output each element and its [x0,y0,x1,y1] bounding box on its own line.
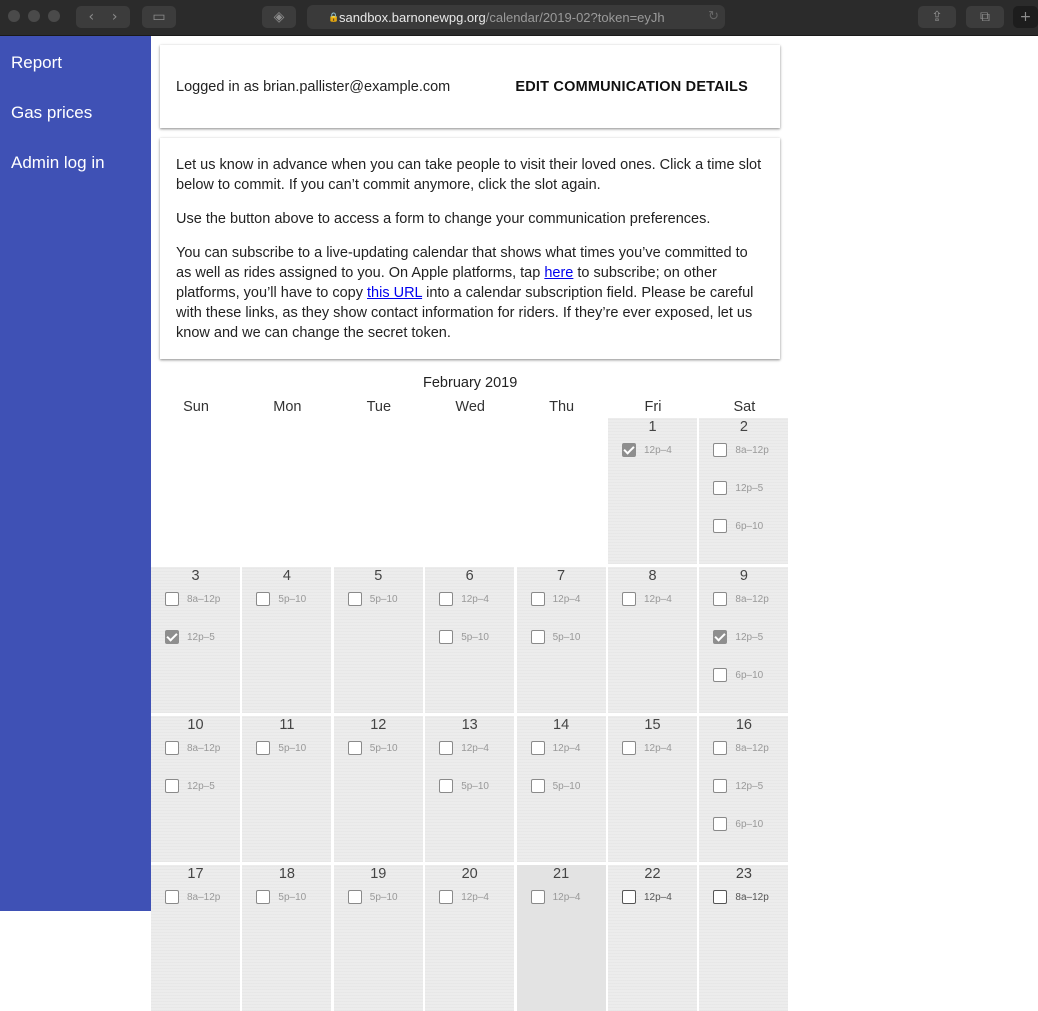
calendar-day-7 [517,567,606,713]
checkbox[interactable] [256,592,270,606]
checkbox[interactable] [165,890,179,904]
day-number: 12 [370,717,387,733]
calendar-day-6 [425,567,514,713]
time-slot-label: 12p–5 [735,631,764,643]
sidebar-toggle-icon[interactable]: ▭ [142,6,176,28]
time-slot-label: 6p–10 [735,818,764,830]
day-number: 17 [187,866,204,882]
time-slot[interactable] [713,592,768,606]
time-slot[interactable] [713,443,768,457]
calendar-day-10 [151,716,240,862]
info-text: You can subscribe to a live-updating calendar that shows what times you’ve committed to as well as rides assigned to you. On Apple platforms, tap [176,245,748,281]
checkbox[interactable] [531,890,545,904]
back-forward-buttons[interactable] [76,6,130,28]
browser-toolbar [0,0,1038,36]
time-slot[interactable] [348,741,398,755]
info-card [160,138,780,359]
checkbox[interactable] [531,592,545,606]
checkbox[interactable] [348,741,362,755]
time-slot[interactable] [348,890,398,904]
time-slot[interactable] [713,519,763,533]
time-slot-label: 12p–4 [644,891,672,903]
checkbox[interactable] [622,592,636,606]
time-slot-label: 8a–12p [187,742,221,754]
time-slot[interactable] [256,741,306,755]
time-slot[interactable] [165,592,220,606]
time-slot-label: 5p–10 [369,742,398,754]
day-number: 8 [648,568,657,584]
time-slot-label: 5p–10 [278,593,307,605]
zoom-window-icon[interactable] [48,10,60,22]
time-slot-label: 12p–4 [552,742,581,754]
time-slot-label: 12p–4 [644,444,672,456]
time-slot[interactable] [348,592,398,606]
checkbox[interactable] [165,779,179,793]
calendar-day-19 [334,865,423,1011]
weekday-header: Thu [549,399,575,415]
time-slot-label: 8a–12p [735,593,769,605]
checkbox[interactable] [622,890,636,904]
checkbox[interactable] [531,741,545,755]
reload-icon[interactable]: ↻ [708,9,719,24]
calendar-day-3 [151,567,240,713]
calendar-day-18 [242,865,331,1011]
weekday-header: Sun [183,399,209,415]
time-slot[interactable] [713,668,763,682]
time-slot[interactable] [256,592,306,606]
time-slot[interactable] [713,817,763,831]
sidebar-item-report[interactable]: Report [11,53,63,72]
time-slot[interactable] [622,592,672,606]
time-slot[interactable] [622,741,672,755]
time-slot-label: 12p–4 [644,593,672,605]
time-slot[interactable] [713,779,763,793]
day-number: 14 [553,717,570,733]
checkbox[interactable] [165,592,179,606]
day-number: 20 [461,866,478,882]
sidebar-item-gas-prices[interactable]: Gas prices [11,103,93,122]
calendar-day-20 [425,865,514,1011]
calendar-day-23 [699,865,788,1011]
time-slot[interactable] [439,890,489,904]
day-number: 10 [187,717,204,733]
time-slot-label: 5p–10 [461,780,489,792]
checkbox[interactable] [439,779,453,793]
calendar-day-14 [517,716,606,862]
time-slot-label: 12p–5 [187,631,215,643]
day-number: 19 [370,866,387,882]
time-slot-label: 12p–5 [187,780,215,792]
checkbox[interactable] [713,817,727,831]
time-slot[interactable] [165,741,220,755]
info-text: to subscribe; on other platforms, you’ll have to copy [176,265,717,301]
sidebar-item-admin-log-in[interactable]: Admin log in [11,153,105,172]
time-slot-label: 8a–12p [187,891,221,903]
edit-communication-details-button[interactable]: EDIT COMMUNICATION DETAILS [515,79,748,95]
time-slot[interactable] [165,779,215,793]
url-host: sandbox.barnonewpg.org [339,9,486,25]
info-paragraph-2: Use the button above to access a form to change your communication preferences. [176,211,711,227]
checkbox[interactable] [622,741,636,755]
day-number: 18 [278,866,295,882]
checkbox[interactable] [256,741,270,755]
logged-in-text: Logged in as brian.pallister@example.com [176,79,451,95]
time-slot-label: 5p–10 [369,891,398,903]
share-icon[interactable]: ⇪ [918,6,956,28]
time-slot-label: 5p–10 [461,631,489,643]
tabs-overview-icon[interactable]: ⧉ [966,6,1004,28]
info-paragraph-3 [176,243,764,343]
time-slot[interactable] [439,630,489,644]
checkbox[interactable] [713,443,727,457]
time-slot-label: 6p–10 [735,669,764,681]
forward-icon[interactable]: › [111,9,118,25]
time-slot[interactable] [165,890,220,904]
time-slot-label: 12p–4 [461,742,489,754]
weekday-header: Tue [366,399,392,415]
checked-checkbox[interactable] [622,443,636,457]
calendar-day-12 [334,716,423,862]
calendar-day-22 [608,865,697,1011]
time-slot[interactable] [531,630,581,644]
time-slot[interactable] [713,481,763,495]
checkbox[interactable] [531,630,545,644]
time-slot[interactable] [622,443,672,457]
time-slot-label: 12p–4 [552,891,581,903]
minimize-window-icon[interactable] [28,10,40,22]
checkbox[interactable] [713,592,727,606]
time-slot[interactable] [713,630,763,644]
checkbox[interactable] [439,890,453,904]
time-slot[interactable] [439,779,489,793]
time-slot-label: 5p–10 [369,593,398,605]
time-slot-label: 8a–12p [735,742,769,754]
time-slot-label: 12p–4 [461,891,489,903]
new-tab-icon[interactable]: + [1013,6,1038,28]
shield-icon[interactable]: ◈ [262,6,296,28]
time-slot-label: 8a–12p [735,444,769,456]
calendar-day-5 [334,567,423,713]
time-slot-label: 12p–4 [461,593,489,605]
time-slot[interactable] [531,741,581,755]
time-slot[interactable] [531,890,581,904]
time-slot[interactable] [531,779,581,793]
calendar-day-15 [608,716,697,862]
time-slot-label: 8a–12p [735,891,769,903]
calendar-day-13 [425,716,514,862]
checkbox[interactable] [165,741,179,755]
day-number: 5 [374,568,383,584]
day-number: 16 [735,717,752,733]
time-slot-label: 5p–10 [278,891,307,903]
back-icon[interactable]: ‹ [88,9,95,25]
time-slot-label: 5p–10 [552,780,581,792]
calendar-day-8 [608,567,697,713]
checkbox[interactable] [348,592,362,606]
calendar-day-11 [242,716,331,862]
time-slot-label: 6p–10 [735,520,764,532]
checkbox[interactable] [531,779,545,793]
time-slot[interactable] [165,630,215,644]
checkbox[interactable] [713,668,727,682]
checkbox[interactable] [713,890,727,904]
time-slot[interactable] [713,741,768,755]
day-number: 13 [461,717,478,733]
info-text: into a calendar subscription field. Please be careful with these links, as they show contact information for riders. If they’re ever exposed, let us know and we can change the secret token. [176,285,754,341]
time-slot-label: 8a–12p [187,593,221,605]
calendar-day-16 [699,716,788,862]
day-number: 11 [279,717,295,733]
calendar-day-4 [242,567,331,713]
checkbox[interactable] [713,779,727,793]
checkbox[interactable] [439,630,453,644]
time-slot-label: 12p–5 [735,780,764,792]
weekday-header: Sat [733,399,756,415]
calendar-day-9 [699,567,788,713]
day-number: 7 [557,568,566,584]
time-slot-label: 12p–4 [552,593,581,605]
login-card [160,45,780,128]
day-number: 1 [648,419,657,435]
url-path: /calendar/2019-02?token=eyJh [485,9,665,25]
day-number: 21 [553,866,570,882]
day-number: 2 [739,419,748,435]
weekday-header: Fri [644,399,662,415]
calendar-month-title: February 2019 [423,375,518,391]
lock-icon: 🔒 [328,12,340,22]
day-number: 22 [644,866,661,882]
checkbox[interactable] [713,481,727,495]
calendar-day-1 [608,418,697,564]
checkbox[interactable] [713,741,727,755]
checkbox[interactable] [713,519,727,533]
sidebar [0,36,151,911]
day-number: 6 [465,568,474,584]
time-slot[interactable] [439,592,489,606]
time-slot-label: 5p–10 [552,631,581,643]
calendar-day-17 [151,865,240,1011]
checkbox[interactable] [256,890,270,904]
checkbox[interactable] [348,890,362,904]
day-number: 3 [191,568,200,584]
day-number: 4 [282,568,291,584]
time-slot[interactable] [256,890,306,904]
time-slot[interactable] [713,890,768,904]
time-slot[interactable] [622,890,672,904]
calendar-url-link[interactable]: this URL [367,285,423,301]
time-slot-label: 12p–5 [735,482,764,494]
checkbox[interactable] [439,741,453,755]
time-slot-label: 5p–10 [278,742,307,754]
time-slot[interactable] [531,592,581,606]
day-number: 15 [644,717,661,733]
info-paragraph-1: Let us know in advance when you can take people to visit their loved ones. Click a time slot below to commit. If you can’t commit anymore, click the slot again. [176,157,762,193]
weekday-header: Wed [455,399,485,415]
subscribe-here-link[interactable]: here [544,265,574,281]
day-number: 23 [735,866,752,882]
checked-checkbox[interactable] [713,630,727,644]
calendar-day-21 [517,865,606,1011]
calendar-day-2 [699,418,788,564]
close-window-icon[interactable] [8,10,20,22]
address-bar[interactable] [307,5,725,29]
day-number: 9 [739,568,748,584]
time-slot[interactable] [439,741,489,755]
weekday-header: Mon [273,399,302,415]
checkbox[interactable] [439,592,453,606]
checked-checkbox[interactable] [165,630,179,644]
time-slot-label: 12p–4 [644,742,672,754]
